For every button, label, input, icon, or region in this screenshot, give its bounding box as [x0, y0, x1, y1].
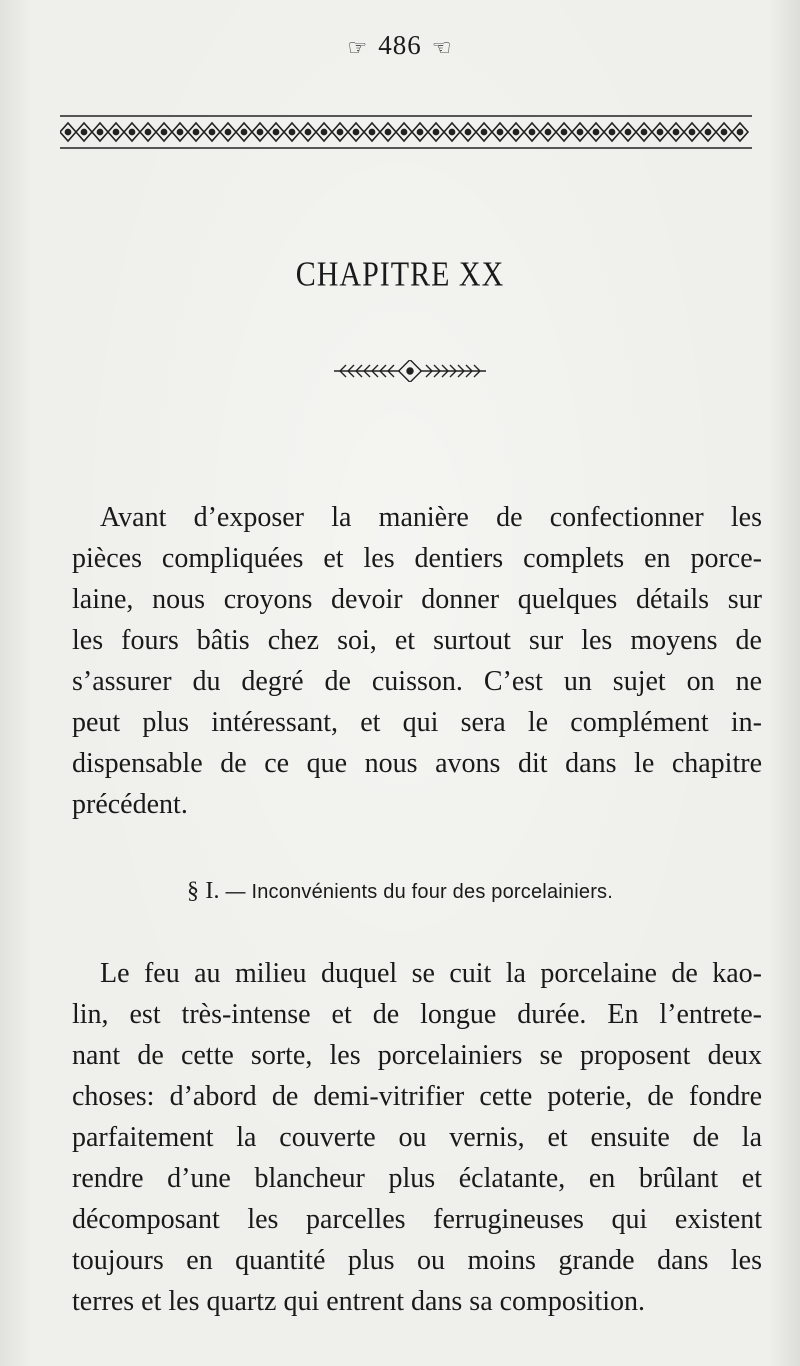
- band-dot: [593, 129, 598, 134]
- band-dot: [497, 129, 502, 134]
- text-line: peut plus intéressant, et qui sera le complément in-: [72, 707, 762, 738]
- band-dot: [433, 129, 438, 134]
- band-dot: [145, 129, 150, 134]
- band-dot: [353, 129, 358, 134]
- page-number: 486: [378, 30, 422, 60]
- text-line: laine, nous croyons devoir donner quelques détails sur: [72, 584, 762, 615]
- band-dot: [721, 129, 726, 134]
- text-line: parfaitement la couverte ou vernis, et ensuite de la: [72, 1122, 762, 1153]
- band-dot: [161, 129, 166, 134]
- text-line: nant de cette sorte, les porcelainiers se proposent deux: [72, 1040, 762, 1071]
- band-dot: [401, 129, 406, 134]
- text-line: Le feu au milieu duquel se cuit la porcelaine de kao-: [100, 958, 762, 989]
- text-line: dispensable de ce que nous avons dit dans le chapitre: [72, 748, 762, 779]
- band-dot: [385, 129, 390, 134]
- diamond-chain-band: [60, 112, 752, 152]
- band-dot: [577, 129, 582, 134]
- band-dot: [657, 129, 662, 134]
- band-dot: [177, 129, 182, 134]
- text-line: rendre d’une blancheur plus éclatante, en brûlant et: [72, 1163, 762, 1194]
- band-dot: [273, 129, 278, 134]
- band-dot: [321, 129, 326, 134]
- section-number: § I.: [186, 878, 220, 904]
- band-dot: [337, 129, 342, 134]
- band-dot: [689, 129, 694, 134]
- band-dot: [529, 129, 534, 134]
- text-line: les fours bâtis chez soi, et surtout sur les moyens de: [72, 625, 762, 656]
- paragraph-intro: [72, 497, 762, 825]
- paragraph-section-one: [72, 953, 762, 1322]
- text-line: décomposant les parcelles ferrugineuses qui existent: [72, 1204, 762, 1235]
- band-dot: [481, 129, 486, 134]
- band-dot: [417, 129, 422, 134]
- band-dot: [465, 129, 470, 134]
- band-dot: [449, 129, 454, 134]
- pointing-hand-left-icon: ☜: [431, 34, 453, 60]
- band-dot: [625, 129, 630, 134]
- band-dot: [513, 129, 518, 134]
- text-line: lin, est très-intense et de longue durée. En l’entrete-: [72, 999, 762, 1030]
- band-dot: [65, 129, 70, 134]
- pointing-hand-right-icon: ☞: [347, 34, 369, 60]
- leaf-fleuron: [330, 360, 490, 382]
- band-dot: [97, 129, 102, 134]
- band-dot: [737, 129, 742, 134]
- band-dot: [289, 129, 294, 134]
- band-dot: [545, 129, 550, 134]
- band-dot: [113, 129, 118, 134]
- band-dot: [241, 129, 246, 134]
- text-line: s’assurer du degré de cuisson. C’est un sujet on ne: [72, 666, 762, 697]
- chapter-title: CHAPITRE XX: [295, 255, 505, 294]
- page-header: [0, 30, 800, 61]
- section-title: — Inconvénients du four des porcelainiers.: [225, 881, 614, 903]
- band-dot: [705, 129, 710, 134]
- band-dot: [673, 129, 678, 134]
- band-dot: [193, 129, 198, 134]
- band-dot: [257, 129, 262, 134]
- band-dot: [305, 129, 310, 134]
- text-line: pièces compliquées et les dentiers complets en porce-: [72, 543, 762, 574]
- band-dot: [209, 129, 214, 134]
- band-dot: [369, 129, 374, 134]
- text-line: terres et les quartz qui entrent dans sa composition.: [72, 1286, 646, 1317]
- band-dot: [81, 129, 86, 134]
- band-dot: [129, 129, 134, 134]
- text-line: précédent.: [72, 789, 188, 820]
- band-dot: [609, 129, 614, 134]
- section-heading: [0, 878, 800, 905]
- band-dot: [641, 129, 646, 134]
- band-dot: [561, 129, 566, 134]
- text-line: Avant d’exposer la manière de confectionner les: [100, 502, 762, 533]
- band-dot: [225, 129, 230, 134]
- text-line: toujours en quantité plus ou moins grande dans les: [72, 1245, 762, 1276]
- text-line: choses: d’abord de demi-vitrifier cette poterie, de fondre: [72, 1081, 762, 1112]
